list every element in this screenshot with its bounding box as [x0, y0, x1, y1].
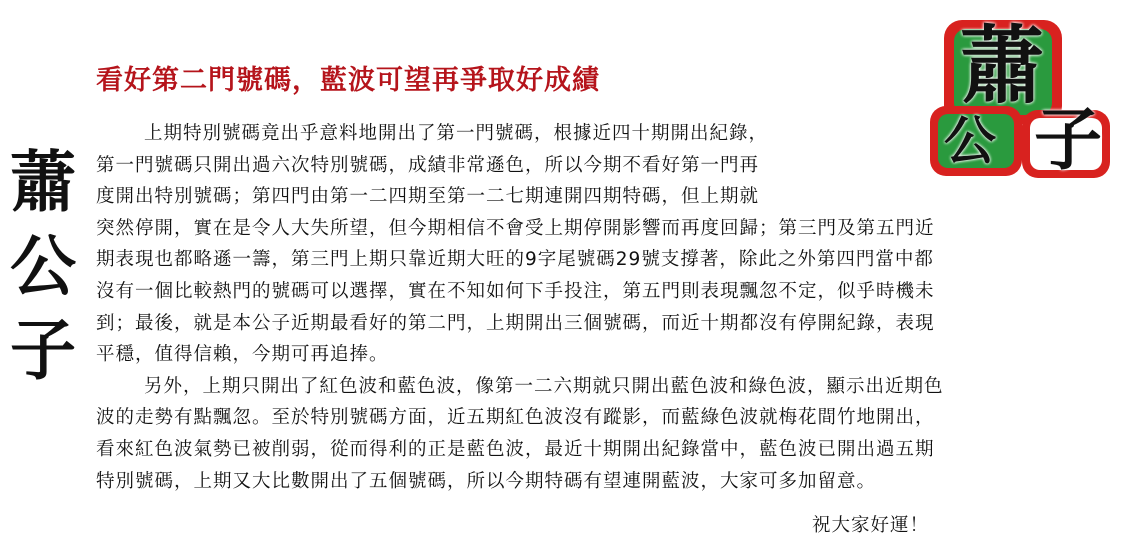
paragraph-line: 看來紅色波氣勢已被削弱，從而得利的正是藍色波，最近十期開出紀錄當中，藍色波已開出過五期 [96, 438, 935, 460]
side-title-char: 蕭 [10, 143, 76, 221]
side-title-char: 子 [10, 311, 76, 389]
logo-char: 蕭 [960, 16, 1045, 115]
side-title-char: 公 [10, 227, 76, 305]
paragraph-line: 度開出特別號碼；第四門由第一二四期至第一二七期連開四期特碼，但上期就 [96, 186, 760, 208]
paragraph-line: 特別號碼，上期又大比數開出了五個號碼，所以今期特碼有望連開藍波，大家可多加留意。 [96, 470, 877, 492]
article-headline: 看好第二門號碼，藍波可望再爭取好成績 [96, 65, 600, 96]
logo-char: 公 [944, 111, 997, 172]
paragraph-line: 到；最後，就是本公子近期最看好的第二門，上期開出三個號碼，而近十期都沒有停開紀錄，表現 [96, 312, 935, 334]
paragraph-line: 沒有一個比較熱門的號碼可以選擇，實在不知如何下手投注，第五門則表現飄忽不定，似乎時機未 [96, 280, 935, 302]
article-body [96, 118, 1104, 497]
paragraph-line: 平穩，值得信賴，今期可再追捧。 [96, 344, 389, 366]
paragraph-line: 上期特別號碼竟出乎意料地開出了第一門號碼，根據近四十期開出紀錄， [144, 123, 769, 144]
side-title [8, 140, 78, 392]
paragraph-line: 第一門號碼只開出過六次特別號碼，成績非常遜色，所以今期不看好第一門再 [96, 154, 760, 176]
paragraph-line: 另外，上期只開出了紅色波和藍色波，像第一二六期就只開出藍色波和綠色波，顯示出近期色 [144, 375, 944, 397]
paragraph-line: 突然停開，實在是令人大失所望，但今期相信不會受上期停開影響而再度回歸；第三門及第五門近 [96, 217, 935, 239]
logo-char: 子 [1034, 100, 1103, 180]
paragraph-line: 波的走勢有點飄忽。至於特別號碼方面，近五期紅色波沒有蹤影，而藍綠色波就梅花間竹地開出， [96, 407, 935, 429]
signoff: 祝大家好運！ [812, 515, 930, 536]
paragraph-line: 期表現也都略遜一籌，第三門上期只靠近期大旺的9字尾號碼29號支撐著，除此之外第四門當中都 [96, 249, 934, 271]
